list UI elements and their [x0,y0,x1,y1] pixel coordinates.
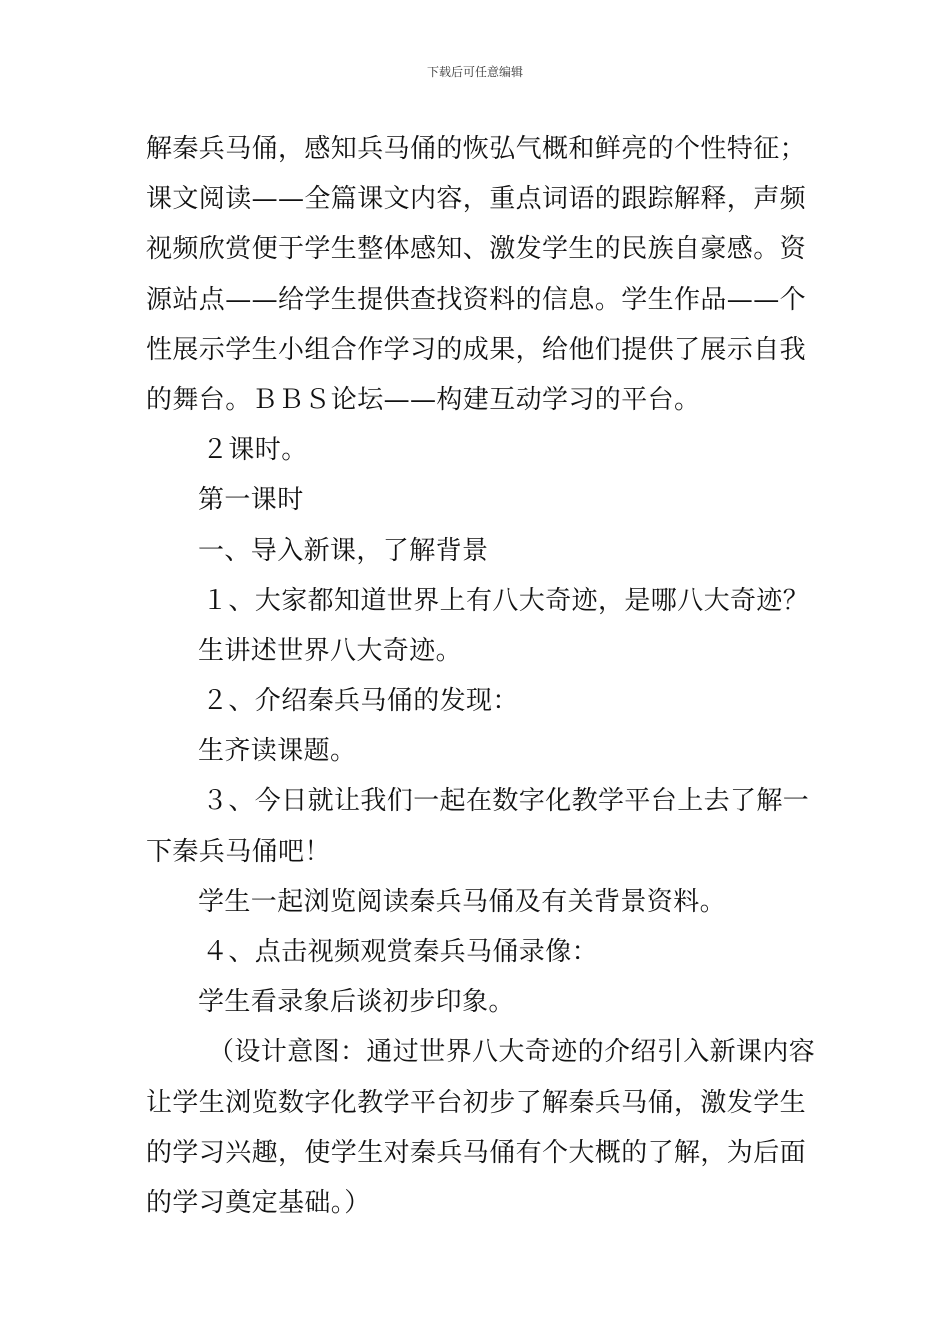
text-line: 生齐读课题。 [198,736,357,767]
design-note: （设计意图：通过世界八大奇迹的介绍引入新课内容 [208,1037,816,1068]
text-line: 让学生浏览数字化教学平台初步了解秦兵马俑，激发学生 [146,1087,807,1118]
text-line: 学生一起浏览阅读秦兵马俑及有关背景资料。 [198,886,727,917]
text-line: 性展示学生小组合作学习的成果，给他们提供了展示自我 [146,334,807,365]
text-line: 解秦兵马俑，感知兵马俑的恢弘气概和鲜亮的个性特征； [146,134,807,164]
section-subheading: 一、导入新课，了解背景 [198,535,489,566]
text-line: 生讲述世界八大奇迹。 [198,635,463,666]
step-item: ３、今日就让我们一起在数字化教学平台上去了解一 [202,786,810,817]
text-line: 课文阅读——全篇课文内容，重点词语的跟踪解释，声频 [146,184,807,215]
text-line: 学生看录象后谈初步印象。 [198,987,515,1018]
text-line: 的舞台。ＢＢＳ论坛——构建互动学习的平台。 [146,384,701,415]
document-body [146,124,816,1228]
page-header: 下载后可任意编辑 [426,65,523,79]
section-heading: 第一课时 [198,485,304,516]
text-line: 下秦兵马俑吧！ [146,836,331,867]
step-item: １、大家都知道世界上有八大奇迹，是哪八大奇迹？ [202,585,810,616]
text-line: 的学习奠定基础。） [146,1187,371,1218]
text-line: 视频欣赏便于学生整体感知、激发学生的民族自豪感。资 [146,234,807,265]
step-item: ２、介绍秦兵马俑的发现： [202,686,519,717]
text-line: 源站点——给学生提供查找资料的信息。学生作品——个 [146,284,807,315]
lesson-duration: ２课时。 [202,435,308,466]
text-line: 的学习兴趣，使学生对秦兵马俑有个大概的了解，为后面 [146,1137,807,1168]
step-item: ４、点击视频观赏秦兵马俑录像： [202,937,599,967]
